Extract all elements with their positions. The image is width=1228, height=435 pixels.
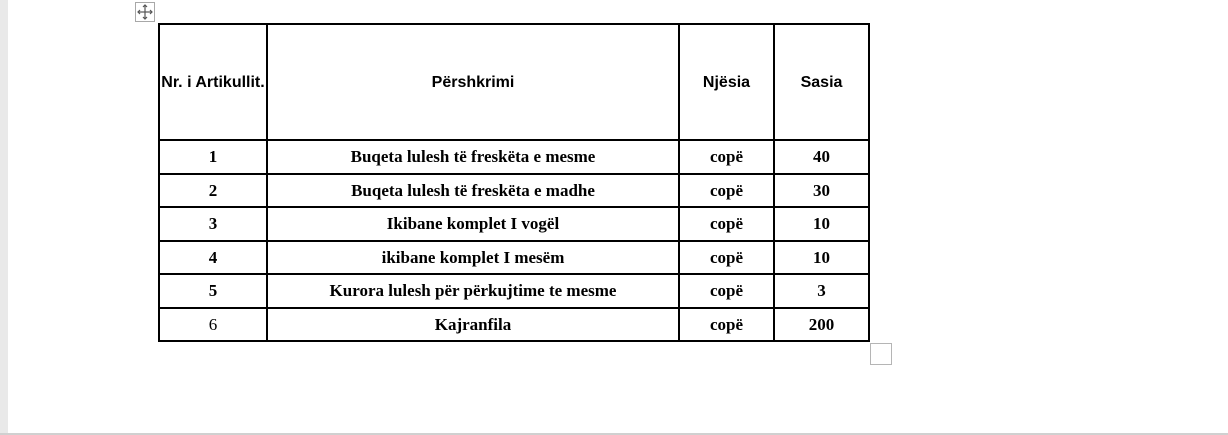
cell-pershkrimi[interactable]: Buqeta lulesh të freskëta e madhe: [267, 174, 679, 208]
header-njesia[interactable]: Njësia: [679, 24, 774, 140]
cell-njesia[interactable]: copë: [679, 140, 774, 174]
cell-pershkrimi[interactable]: Kajranfila: [267, 308, 679, 342]
header-pershkrimi[interactable]: Përshkrimi: [267, 24, 679, 140]
table-row: [159, 274, 869, 308]
items-table: [158, 23, 870, 342]
cell-nr[interactable]: 4: [159, 241, 267, 275]
cell-njesia[interactable]: copë: [679, 207, 774, 241]
table-row: [159, 207, 869, 241]
table-row: [159, 241, 869, 275]
cell-njesia[interactable]: copë: [679, 174, 774, 208]
cell-nr[interactable]: 6: [159, 308, 267, 342]
cell-pershkrimi[interactable]: Kurora lulesh për përkujtime te mesme: [267, 274, 679, 308]
cell-sasia[interactable]: 3: [774, 274, 869, 308]
cell-nr[interactable]: 2: [159, 174, 267, 208]
cell-nr[interactable]: 5: [159, 274, 267, 308]
cell-sasia[interactable]: 30: [774, 174, 869, 208]
cell-sasia[interactable]: 10: [774, 241, 869, 275]
table-move-handle-icon[interactable]: [135, 2, 155, 22]
cell-nr[interactable]: 1: [159, 140, 267, 174]
table-header-row: [159, 24, 869, 140]
table-row: [159, 308, 869, 342]
header-sasia[interactable]: Sasia: [774, 24, 869, 140]
cell-njesia[interactable]: copë: [679, 274, 774, 308]
cell-sasia[interactable]: 40: [774, 140, 869, 174]
cell-sasia[interactable]: 200: [774, 308, 869, 342]
table-row: [159, 174, 869, 208]
document-page: [8, 0, 1228, 433]
cell-pershkrimi[interactable]: Ikibane komplet I vogël: [267, 207, 679, 241]
cell-njesia[interactable]: copë: [679, 308, 774, 342]
cell-pershkrimi[interactable]: Buqeta lulesh të freskëta e mesme: [267, 140, 679, 174]
cell-pershkrimi[interactable]: ikibane komplet I mesëm: [267, 241, 679, 275]
table-row: [159, 140, 869, 174]
cell-nr[interactable]: 3: [159, 207, 267, 241]
cell-njesia[interactable]: copë: [679, 241, 774, 275]
header-nr[interactable]: Nr. i Artikullit.: [159, 24, 267, 140]
table-resize-handle[interactable]: [870, 343, 892, 365]
cell-sasia[interactable]: 10: [774, 207, 869, 241]
